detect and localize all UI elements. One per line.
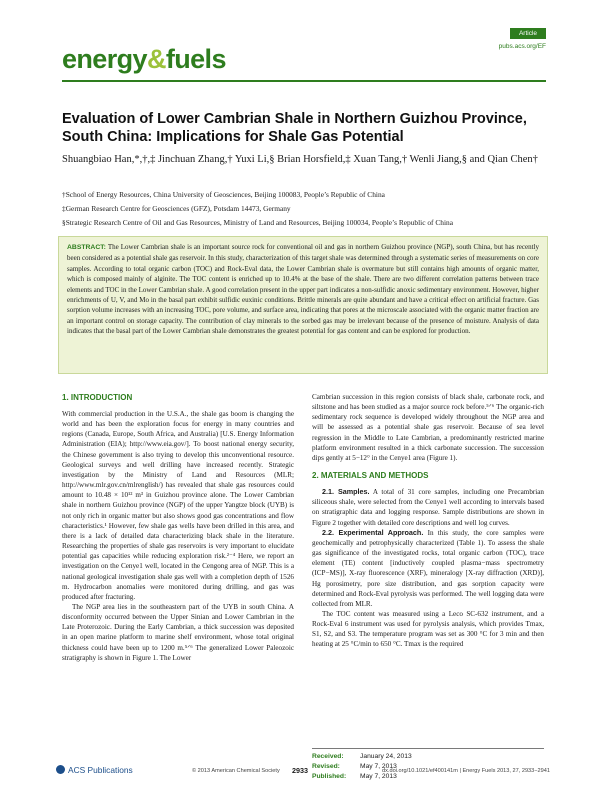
article-title: Evaluation of Lower Cambrian Shale in Northern Guizhou Province, South China: Implications for Shale Gas Potential — [62, 111, 527, 145]
subsection-label-experimental: 2.2. Experimental Approach. — [322, 527, 424, 537]
date-revised-label: Revised: — [312, 763, 340, 770]
page-footer — [56, 765, 550, 779]
masthead — [62, 28, 546, 76]
abstract-label: ABSTRACT: — [67, 244, 106, 251]
subsection-text-experimental: In this study, the core samples were geochemically and petrophysically characterized (Table 1). To assess the shale gas significance of the investigated rocks, total organic carbon (TOC), trace element (TE) content [inductively coupled plasma−mass spectrometry (ICP−MS)], X-ray fluorescence (XRF), mineralogy [X-ray diffraction (XRD)], Hg porosimetry, pore size distribution, and gas sorption capacity were determined and Rock-Eval pyrolysis was performed. The well logging data were collected from MLR. — [312, 528, 544, 608]
copyright-notice: © 2013 American Chemical Society — [192, 768, 280, 774]
paragraph-experimental — [312, 528, 544, 609]
body-column-right — [312, 392, 544, 650]
body-column-left — [62, 392, 294, 663]
affiliations — [62, 188, 552, 230]
journal-name-amp: & — [146, 44, 166, 74]
section-heading-introduction: 1. INTRODUCTION — [62, 393, 133, 402]
paragraph: The TOC content was measured using a Leco SC-632 instrument, and a Rock-Eval 6 instrument was used for pyrolysis analysis, which provides Tmax, S1, S2, and S3. The temperature program was set as 300 °C for 3 min and then heating at 25 °C/min to 650 °C. Tmax is the required — [312, 609, 544, 649]
affiliation-3: §Strategic Research Centre of Oil and Gas Resources, Ministry of Land and Resources, Beijing 100034, People’s Republic of China — [62, 218, 454, 227]
paragraph: With commercial production in the U.S.A., the shale gas boom is changing the world and has been the exploration focus for energy in many countries and regions (Canada, Europe, South Africa, and Australia) [U.S. Energy Information Administration (EIA); http://www.eia.gov/]. To boost national energy security, the Chinese government is also trying to develop this unconventional resource. Geological surveys and well drilling have increased recently. Strategic investigation by the Ministry of Land and Resources (MLR; http://www.mlr.gov.cn/mlrenglish/) has revealed that shale gas resources could amount to 10.48 × 10¹² m³ in Guizhou province alone. The Lower Cambrian shale in northern Guizhou province (NGP) of the upper Yangtze block (UYB) is not only rich in organic matter but also shows good gas concentrations and flow characteristics.¹ However, few shale gas wells have been drilled in this area, and there is a lack of detailed data characterizing black shale in the literature. Researching the properties of shale gas reservoirs is very important to elucidate potential gas capacities while reducing exploration risk.²⁻⁴ Here, we report an investigation on the Cenye1 well, located in the Cengong area of NGP. This is a national geological investigation shale gas well with a completion depth of 1526 m. Hydrocarbon anomalies were monitored during drilling, and gas was produced after fracturing. — [62, 410, 294, 601]
journal-name-part1: energy — [62, 44, 147, 74]
date-published-label: Published: — [312, 773, 347, 780]
journal-name-part2: fuels — [165, 44, 226, 74]
header-divider — [62, 80, 546, 82]
date-published-value: May 7, 2013 — [360, 773, 397, 780]
affiliation-1: †School of Energy Resources, China University of Geosciences, Beijing 100083, People’s Republic of China — [62, 190, 385, 199]
affiliation-2: ‡German Research Centre for Geosciences (GFZ), Potsdam 14473, Germany — [62, 204, 291, 213]
subsection-text-samples: A total of 31 core samples, including one Precambrian siliceous shale, were selected from the Cenye1 well according to intervals based on stratigraphic data and logging response. Sample distributions are shown in Figure 2 together with detailed core descriptions and well log curves. — [312, 488, 544, 527]
paragraph-samples — [312, 487, 544, 528]
publisher-logo[interactable] — [56, 765, 133, 775]
journal-url-link[interactable]: pubs.acs.org/EF — [498, 43, 546, 50]
page-number: 2933 — [292, 766, 308, 775]
doi-citation-link[interactable]: dx.doi.org/10.1021/ef400141m | Energy Fuels 2013, 27, 2933−2941 — [382, 768, 550, 774]
paragraph: Cambrian succession in this region consists of black shale, carbonate rock, and siltstone and has been studied as a major source rock before.⁵ᐟ⁶ The organic-rich sedimentary rock sequence is developed widely throughout the NGP area and will be assessed as a potential shale gas reservoir. Because of sea level regression in the Middle to Late Cambrian, a predominantly restricted marine platform environment resulted in a thick carbonate succession. The succession dips gently at 5−12° in the Cenye1 area (Figure 1). — [312, 393, 544, 462]
abstract-box — [58, 236, 548, 374]
author-list: Shuangbiao Han,*,†,‡ Jinchuan Zhang,† Yuxi Li,§ Brian Horsfield,‡ Xuan Tang,† Wenli Jiang,§ and Qian Chen† — [62, 154, 538, 165]
date-received-value: January 24, 2013 — [360, 753, 412, 760]
journal-logo — [62, 46, 226, 73]
article-type-badge: Article — [510, 28, 546, 39]
section-heading-materials-methods: 2. MATERIALS AND METHODS — [312, 471, 429, 481]
date-received-label: Received: — [312, 753, 344, 760]
abstract-text: The Lower Cambrian shale is an important source rock for conventional oil and gas in northern Guizhou province (NGP), south China, but has recently been considered as a potential shale gas reservoir. In this study, characterization of this target shale was determined through a systematic series of measurements on core samples. According to total organic carbon (TOC) and Rock-Eval data, the Lower Cambrian shale is overmature but still contains high amounts of organic matter, which is composed mainly of alginite. The TOC content is enriched up to 10.4% at the base of the shale. There are two different correlation patterns between trace elements and TOC in the Lower Cambrian shale. A good correlation present in the upper part indicates a non-sulfidic anoxic sedimentary environment. However, higher enrichments of U, V, and Mo in the basal part exhibit sulfidic euxinic conditions. Brittle minerals are quite abundant and have a critical effect on artificial fracture. Gas sorption volume increases with an increasing TOC, pore volume, and surface area, indicating that pores at the microscale associated with the organic matter fraction are an important control on storage capacity. The contribution of clay minerals to the sorbed gas may be irrelevant because of the presence of moisture. Analysis of data indicates that the basal part of the Lower Cambrian shale demonstrates the greatest potential for gas content and can be explored for production. — [67, 243, 539, 336]
subsection-label-samples: 2.1. Samples. — [322, 487, 370, 497]
publisher-name: ACS Publications — [68, 765, 133, 775]
acs-logo-icon — [56, 765, 65, 774]
date-revised-value: May 7, 2013 — [360, 763, 397, 770]
date-received — [312, 752, 544, 762]
paragraph: The NGP area lies in the southeastern part of the UYB in south China. A disconformity occurred between the Upper Sinian and Lower Cambrian in the Late Proterozoic. During the Early Cambrian, a thick succession was deposited in an open marine platform to marine shelf environment, whose total original thickness could have been up to 1200 m.⁵ᐟ⁶ The generalized Lower Paleozoic stratigraphy is shown in Figure 1. The Lower — [62, 602, 294, 662]
